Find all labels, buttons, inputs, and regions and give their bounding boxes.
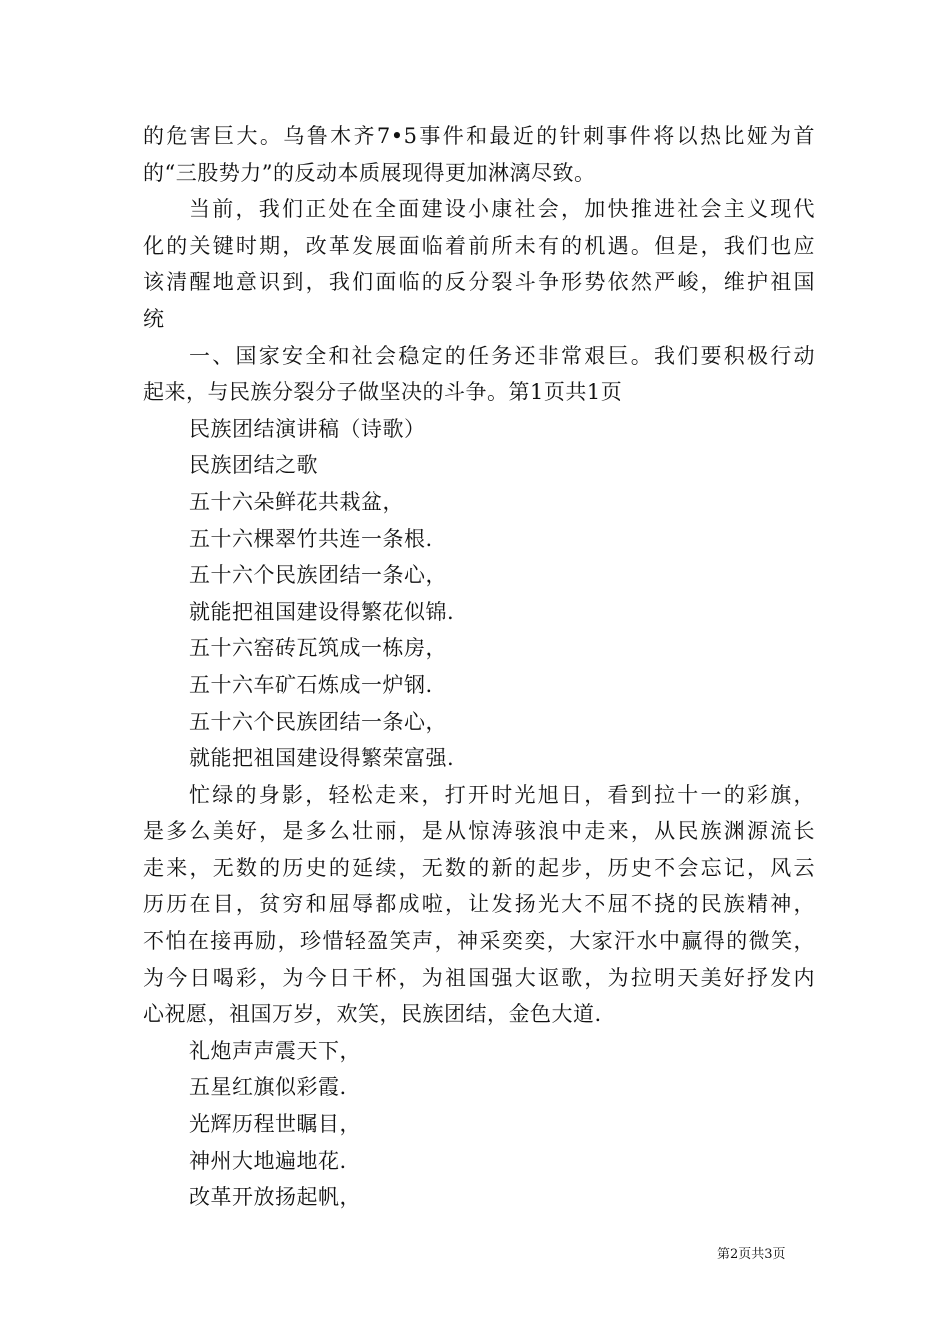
text-line: 五十六棵翠竹共连一条根. (189, 526, 433, 551)
page-footer: 第2页共3页 (717, 1247, 786, 1262)
text-line: 一、国家安全和社会稳定的任务还非常艰巨。我们要积极行动 (189, 343, 815, 368)
text-line: 心祝愿，祖国万岁，欢笑，民族团结，金色大道. (143, 1002, 602, 1027)
text-line: 为今日喝彩，为今日干杯，为祖国强大讴歌，为拉明天美好抒发内 (143, 965, 815, 990)
text-line: 五十六窑砖瓦筑成一栋房， (189, 636, 447, 661)
text-line: 走来，无数的历史的延续，无数的新的起步，历史不会忘记，风云 (143, 855, 815, 880)
text-line: 统 (143, 306, 165, 331)
document-body (143, 118, 815, 1216)
text-line: 起来，与民族分裂分子做坚决的斗争。第1页共1页 (143, 380, 623, 405)
text-line: 当前，我们正处在全面建设小康社会，加快推进社会主义现代 (189, 197, 815, 222)
text-line: 就能把祖国建设得繁花似锦. (189, 599, 455, 624)
text-line: 民族团结之歌 (189, 453, 318, 478)
text-line: 化的关键时期，改革发展面临着前所未有的机遇。但是，我们也应 (143, 233, 815, 258)
text-line: 该清醒地意识到，我们面临的反分裂斗争形势依然严峻，维护祖国 (143, 270, 815, 295)
text-line: 是多么美好，是多么壮丽，是从惊涛骇浪中走来，从民族渊源流长 (143, 819, 815, 844)
text-line: 不怕在接再励，珍惜轻盈笑声，神采奕奕，大家汗水中赢得的微笑， (143, 929, 815, 954)
text-line: 五十六个民族团结一条心， (189, 709, 447, 734)
text-line: 忙绿的身影，轻松走来，打开时光旭日，看到拉十一的彩旗， (189, 782, 815, 807)
text-line: 光辉历程世瞩目， (189, 1112, 361, 1137)
text-line: 五星红旗似彩霞. (189, 1075, 347, 1100)
text-line: 历历在目，贫穷和屈辱都成啦，让发扬光大不屈不挠的民族精神， (143, 892, 815, 917)
text-line: 的“三股势力”的反动本质展现得更加淋漓尽致。 (143, 160, 596, 185)
text-line: 五十六车矿石炼成一炉钢. (189, 672, 433, 697)
text-line: 礼炮声声震天下， (189, 1038, 361, 1063)
text-line: 就能把祖国建设得繁荣富强. (189, 746, 455, 771)
text-line: 五十六个民族团结一条心， (189, 563, 447, 588)
text-line: 改革开放扬起帆， (189, 1185, 361, 1210)
text-line: 五十六朵鲜花共栽盆， (189, 489, 404, 514)
text-line: 神州大地遍地花. (189, 1148, 347, 1173)
text-line: 民族团结演讲稿（诗歌） (189, 416, 426, 441)
text-line: 的危害巨大。乌鲁木齐7•5事件和最近的针刺事件将以热比娅为首 (143, 124, 815, 148)
